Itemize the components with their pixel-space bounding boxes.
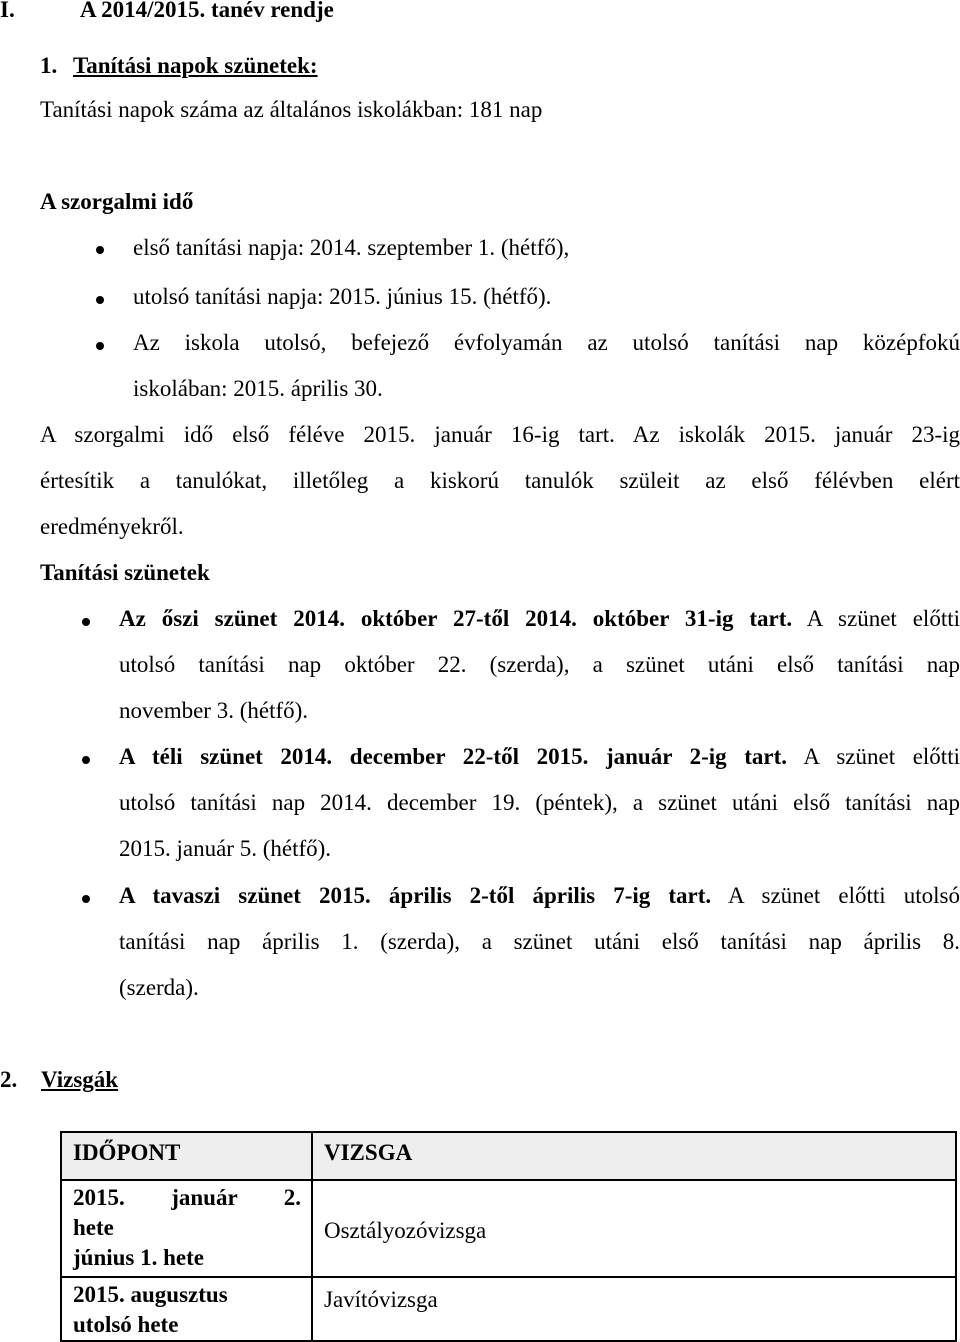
- date-line: hete: [73, 1215, 114, 1240]
- table-cell-exam: Javítóvizsga: [312, 1277, 956, 1341]
- bullet-icon: [96, 246, 104, 254]
- break-autumn-dates: Az őszi szünet 2014. október 27-től 2014. október 31-ig tart.: [119, 606, 793, 631]
- bullet-icon: [82, 895, 90, 903]
- subsection-2-number: 2.: [0, 1067, 18, 1092]
- breaks-heading: Tanítási szünetek: [40, 560, 210, 585]
- section-title: A 2014/2015. tanév rendje: [80, 0, 334, 22]
- break-item-winter: [119, 744, 960, 770]
- diligence-item-3: Az iskola utolsó, befejező évfolyamán az utolsó tanítási nap középfokú: [133, 330, 960, 355]
- break-spring-line-2: tanítási nap április 1. (szerda), a szünet utáni első tanítási nap április 8.: [119, 929, 960, 954]
- diligence-paragraph-line-2: értesítik a tanulókat, illetőleg a kiskorú tanulók szüleit az első félévben elért: [40, 468, 960, 493]
- diligence-item-2: utolsó tanítási napja: 2015. június 15. (hétfő).: [133, 284, 552, 309]
- exam-table: [60, 1131, 957, 1342]
- diligence-item-1: első tanítási napja: 2014. szeptember 1. (hétfő),: [133, 235, 570, 260]
- break-winter-line-3: 2015. január 5. (hétfő).: [119, 836, 332, 861]
- bullet-icon: [82, 756, 90, 764]
- break-spring-rest: A szünet előtti utolsó: [711, 883, 960, 908]
- header-exam: VIZSGA: [312, 1132, 956, 1180]
- subsection-2-title: Vizsgák: [41, 1067, 119, 1092]
- bullet-icon: [96, 296, 104, 304]
- school-days-line: Tanítási napok száma az általános iskolákban: 181 nap: [40, 97, 543, 122]
- break-autumn-line-2: utolsó tanítási nap október 22. (szerda), a szünet utáni első tanítási nap: [119, 652, 960, 677]
- section-number: I.: [0, 0, 15, 22]
- diligence-heading: A szorgalmi idő: [40, 189, 194, 214]
- table-cell-exam: Osztályozóvizsga: [312, 1180, 956, 1277]
- date-line: 2015. augusztus: [73, 1282, 228, 1307]
- subsection-1-title: Tanítási napok szünetek:: [73, 53, 318, 78]
- header-date: IDŐPONT: [61, 1132, 312, 1180]
- break-winter-rest: A szünet előtti: [787, 744, 960, 769]
- break-item-autumn: [119, 606, 960, 632]
- break-winter-line-2: utolsó tanítási nap 2014. december 19. (péntek), a szünet utáni első tanítási nap: [119, 790, 960, 815]
- break-spring-line-3: (szerda).: [119, 975, 199, 1000]
- table-cell-date: [61, 1277, 312, 1341]
- subsection-1-number: 1.: [40, 53, 58, 78]
- table-cell-date: [61, 1180, 312, 1277]
- break-winter-dates: A téli szünet 2014. december 22-től 2015. január 2-ig tart.: [119, 744, 788, 769]
- table-header-row: [61, 1132, 956, 1180]
- date-line: utolsó hete: [73, 1312, 179, 1337]
- break-item-spring: [119, 883, 960, 909]
- break-autumn-rest: A szünet előtti: [792, 606, 960, 631]
- diligence-item-3-cont: iskolában: 2015. április 30.: [133, 376, 383, 401]
- table-row: [61, 1277, 956, 1341]
- bullet-icon: [82, 618, 90, 626]
- break-spring-dates: A tavaszi szünet 2015. április 2-től április 7-ig tart.: [119, 883, 712, 908]
- table-row: [61, 1180, 956, 1277]
- bullet-icon: [96, 342, 104, 350]
- date-line: június 1. hete: [73, 1245, 204, 1270]
- date-line: 2015. január 2.: [73, 1185, 301, 1210]
- diligence-paragraph-line-1: A szorgalmi idő első féléve 2015. január 16-ig tart. Az iskolák 2015. január 23-ig: [40, 422, 960, 447]
- break-autumn-line-3: november 3. (hétfő).: [119, 698, 309, 723]
- diligence-paragraph-line-3: eredményekről.: [40, 514, 184, 539]
